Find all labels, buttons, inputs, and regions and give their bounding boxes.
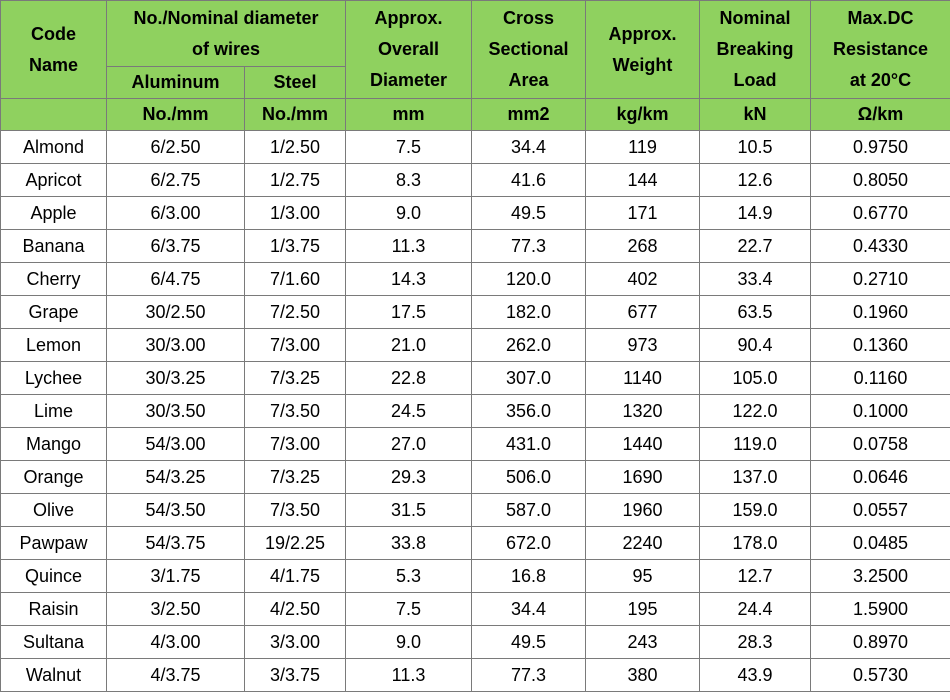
weight-cell: 119 xyxy=(586,131,700,164)
cross-section-cell: 34.4 xyxy=(472,593,586,626)
table-row xyxy=(1,461,950,494)
resistance-cell: 0.5730 xyxy=(811,659,950,692)
overall-diameter-cell: 11.3 xyxy=(346,230,472,263)
code-name-cell: Sultana xyxy=(1,626,107,659)
overall-diameter-cell: 17.5 xyxy=(346,296,472,329)
steel-cell: 7/3.50 xyxy=(245,494,346,527)
aluminum-cell: 54/3.00 xyxy=(107,428,245,461)
code-name-cell: Apple xyxy=(1,197,107,230)
unit-code-name xyxy=(1,99,107,131)
steel-cell: 3/3.00 xyxy=(245,626,346,659)
table-row xyxy=(1,494,950,527)
unit-resistance: Ω/km xyxy=(811,99,950,131)
breaking-load-cell: 22.7 xyxy=(700,230,811,263)
code-name-cell: Mango xyxy=(1,428,107,461)
aluminum-cell: 4/3.75 xyxy=(107,659,245,692)
breaking-load-cell: 33.4 xyxy=(700,263,811,296)
overall-diameter-cell: 14.3 xyxy=(346,263,472,296)
resistance-cell: 0.0557 xyxy=(811,494,950,527)
overall-diameter-cell: 7.5 xyxy=(346,131,472,164)
code-name-cell: Lemon xyxy=(1,329,107,362)
table-row xyxy=(1,626,950,659)
table-row xyxy=(1,131,950,164)
steel-cell: 7/3.50 xyxy=(245,395,346,428)
overall-diameter-cell: 29.3 xyxy=(346,461,472,494)
unit-cross-section: mm2 xyxy=(472,99,586,131)
table-row xyxy=(1,197,950,230)
overall-diameter-cell: 7.5 xyxy=(346,593,472,626)
table-row xyxy=(1,428,950,461)
cross-section-cell: 506.0 xyxy=(472,461,586,494)
table-row xyxy=(1,593,950,626)
resistance-cell: 0.1360 xyxy=(811,329,950,362)
table-row xyxy=(1,362,950,395)
weight-cell: 1320 xyxy=(586,395,700,428)
unit-breaking-load: kN xyxy=(700,99,811,131)
overall-diameter-cell: 24.5 xyxy=(346,395,472,428)
steel-cell: 7/1.60 xyxy=(245,263,346,296)
resistance-cell: 1.5900 xyxy=(811,593,950,626)
overall-diameter-cell: 9.0 xyxy=(346,197,472,230)
code-name-cell: Cherry xyxy=(1,263,107,296)
unit-overall-diameter: mm xyxy=(346,99,472,131)
table-row xyxy=(1,560,950,593)
resistance-cell: 0.4330 xyxy=(811,230,950,263)
steel-cell: 1/3.75 xyxy=(245,230,346,263)
weight-cell: 243 xyxy=(586,626,700,659)
aluminum-cell: 6/3.00 xyxy=(107,197,245,230)
code-name-cell: Orange xyxy=(1,461,107,494)
steel-cell: 7/3.00 xyxy=(245,329,346,362)
aluminum-cell: 6/2.75 xyxy=(107,164,245,197)
breaking-load-cell: 178.0 xyxy=(700,527,811,560)
aluminum-cell: 6/3.75 xyxy=(107,230,245,263)
overall-diameter-cell: 33.8 xyxy=(346,527,472,560)
breaking-load-cell: 90.4 xyxy=(700,329,811,362)
table-row xyxy=(1,230,950,263)
resistance-cell: 0.6770 xyxy=(811,197,950,230)
header-steel: Steel xyxy=(245,67,346,99)
cross-section-cell: 120.0 xyxy=(472,263,586,296)
code-name-cell: Olive xyxy=(1,494,107,527)
code-name-cell: Almond xyxy=(1,131,107,164)
table-body xyxy=(1,131,950,692)
breaking-load-cell: 43.9 xyxy=(700,659,811,692)
header-resistance: Max.DC Resistance at 20°C xyxy=(811,1,950,99)
weight-cell: 95 xyxy=(586,560,700,593)
aluminum-cell: 30/3.25 xyxy=(107,362,245,395)
overall-diameter-cell: 27.0 xyxy=(346,428,472,461)
header-aluminum: Aluminum xyxy=(107,67,245,99)
steel-cell: 1/2.75 xyxy=(245,164,346,197)
table-header xyxy=(1,1,950,131)
breaking-load-cell: 10.5 xyxy=(700,131,811,164)
table-row xyxy=(1,659,950,692)
aluminum-cell: 4/3.00 xyxy=(107,626,245,659)
code-name-cell: Banana xyxy=(1,230,107,263)
breaking-load-cell: 105.0 xyxy=(700,362,811,395)
weight-cell: 1690 xyxy=(586,461,700,494)
weight-cell: 677 xyxy=(586,296,700,329)
resistance-cell: 3.2500 xyxy=(811,560,950,593)
resistance-cell: 0.8050 xyxy=(811,164,950,197)
table-row xyxy=(1,395,950,428)
breaking-load-cell: 63.5 xyxy=(700,296,811,329)
breaking-load-cell: 122.0 xyxy=(700,395,811,428)
header-cross-section: Cross Sectional Area xyxy=(472,1,586,99)
weight-cell: 1140 xyxy=(586,362,700,395)
weight-cell: 380 xyxy=(586,659,700,692)
aluminum-cell: 3/2.50 xyxy=(107,593,245,626)
steel-cell: 1/2.50 xyxy=(245,131,346,164)
overall-diameter-cell: 9.0 xyxy=(346,626,472,659)
cross-section-cell: 356.0 xyxy=(472,395,586,428)
weight-cell: 171 xyxy=(586,197,700,230)
aluminum-cell: 54/3.50 xyxy=(107,494,245,527)
code-name-cell: Pawpaw xyxy=(1,527,107,560)
weight-cell: 195 xyxy=(586,593,700,626)
aluminum-cell: 3/1.75 xyxy=(107,560,245,593)
table-row xyxy=(1,164,950,197)
overall-diameter-cell: 11.3 xyxy=(346,659,472,692)
cross-section-cell: 77.3 xyxy=(472,230,586,263)
breaking-load-cell: 12.6 xyxy=(700,164,811,197)
breaking-load-cell: 137.0 xyxy=(700,461,811,494)
aluminum-cell: 30/3.50 xyxy=(107,395,245,428)
aluminum-cell: 54/3.75 xyxy=(107,527,245,560)
weight-cell: 973 xyxy=(586,329,700,362)
breaking-load-cell: 24.4 xyxy=(700,593,811,626)
table-row xyxy=(1,527,950,560)
steel-cell: 7/3.25 xyxy=(245,362,346,395)
cross-section-cell: 431.0 xyxy=(472,428,586,461)
cross-section-cell: 182.0 xyxy=(472,296,586,329)
units-row xyxy=(1,99,950,131)
resistance-cell: 0.9750 xyxy=(811,131,950,164)
steel-cell: 3/3.75 xyxy=(245,659,346,692)
weight-cell: 1440 xyxy=(586,428,700,461)
resistance-cell: 0.8970 xyxy=(811,626,950,659)
resistance-cell: 0.2710 xyxy=(811,263,950,296)
code-name-cell: Quince xyxy=(1,560,107,593)
code-name-cell: Grape xyxy=(1,296,107,329)
header-code-name: Code Name xyxy=(1,1,107,99)
header-overall-diameter: Approx. Overall Diameter xyxy=(346,1,472,99)
aluminum-cell: 30/2.50 xyxy=(107,296,245,329)
breaking-load-cell: 14.9 xyxy=(700,197,811,230)
aluminum-cell: 6/4.75 xyxy=(107,263,245,296)
header-wires-group: No./Nominal diameter of wires xyxy=(107,1,346,67)
resistance-cell: 0.0485 xyxy=(811,527,950,560)
table-row xyxy=(1,263,950,296)
cross-section-cell: 49.5 xyxy=(472,626,586,659)
overall-diameter-cell: 22.8 xyxy=(346,362,472,395)
cross-section-cell: 587.0 xyxy=(472,494,586,527)
aluminum-cell: 30/3.00 xyxy=(107,329,245,362)
table-row xyxy=(1,329,950,362)
breaking-load-cell: 159.0 xyxy=(700,494,811,527)
overall-diameter-cell: 31.5 xyxy=(346,494,472,527)
breaking-load-cell: 28.3 xyxy=(700,626,811,659)
resistance-cell: 0.1960 xyxy=(811,296,950,329)
aluminum-cell: 54/3.25 xyxy=(107,461,245,494)
cross-section-cell: 34.4 xyxy=(472,131,586,164)
header-breaking-load: Nominal Breaking Load xyxy=(700,1,811,99)
unit-aluminum: No./mm xyxy=(107,99,245,131)
steel-cell: 7/3.00 xyxy=(245,428,346,461)
overall-diameter-cell: 5.3 xyxy=(346,560,472,593)
code-name-cell: Lychee xyxy=(1,362,107,395)
header-weight: Approx. Weight xyxy=(586,1,700,99)
cross-section-cell: 672.0 xyxy=(472,527,586,560)
table-row xyxy=(1,296,950,329)
weight-cell: 2240 xyxy=(586,527,700,560)
breaking-load-cell: 119.0 xyxy=(700,428,811,461)
cross-section-cell: 77.3 xyxy=(472,659,586,692)
steel-cell: 4/2.50 xyxy=(245,593,346,626)
cross-section-cell: 262.0 xyxy=(472,329,586,362)
code-name-cell: Lime xyxy=(1,395,107,428)
steel-cell: 4/1.75 xyxy=(245,560,346,593)
code-name-cell: Walnut xyxy=(1,659,107,692)
resistance-cell: 0.0758 xyxy=(811,428,950,461)
resistance-cell: 0.1160 xyxy=(811,362,950,395)
code-name-cell: Apricot xyxy=(1,164,107,197)
cross-section-cell: 307.0 xyxy=(472,362,586,395)
code-name-cell: Raisin xyxy=(1,593,107,626)
resistance-cell: 0.0646 xyxy=(811,461,950,494)
unit-weight: kg/km xyxy=(586,99,700,131)
steel-cell: 1/3.00 xyxy=(245,197,346,230)
cross-section-cell: 49.5 xyxy=(472,197,586,230)
aluminum-cell: 6/2.50 xyxy=(107,131,245,164)
steel-cell: 7/2.50 xyxy=(245,296,346,329)
weight-cell: 144 xyxy=(586,164,700,197)
resistance-cell: 0.1000 xyxy=(811,395,950,428)
steel-cell: 7/3.25 xyxy=(245,461,346,494)
overall-diameter-cell: 8.3 xyxy=(346,164,472,197)
weight-cell: 402 xyxy=(586,263,700,296)
cross-section-cell: 41.6 xyxy=(472,164,586,197)
breaking-load-cell: 12.7 xyxy=(700,560,811,593)
cross-section-cell: 16.8 xyxy=(472,560,586,593)
weight-cell: 268 xyxy=(586,230,700,263)
unit-steel: No./mm xyxy=(245,99,346,131)
overall-diameter-cell: 21.0 xyxy=(346,329,472,362)
steel-cell: 19/2.25 xyxy=(245,527,346,560)
weight-cell: 1960 xyxy=(586,494,700,527)
